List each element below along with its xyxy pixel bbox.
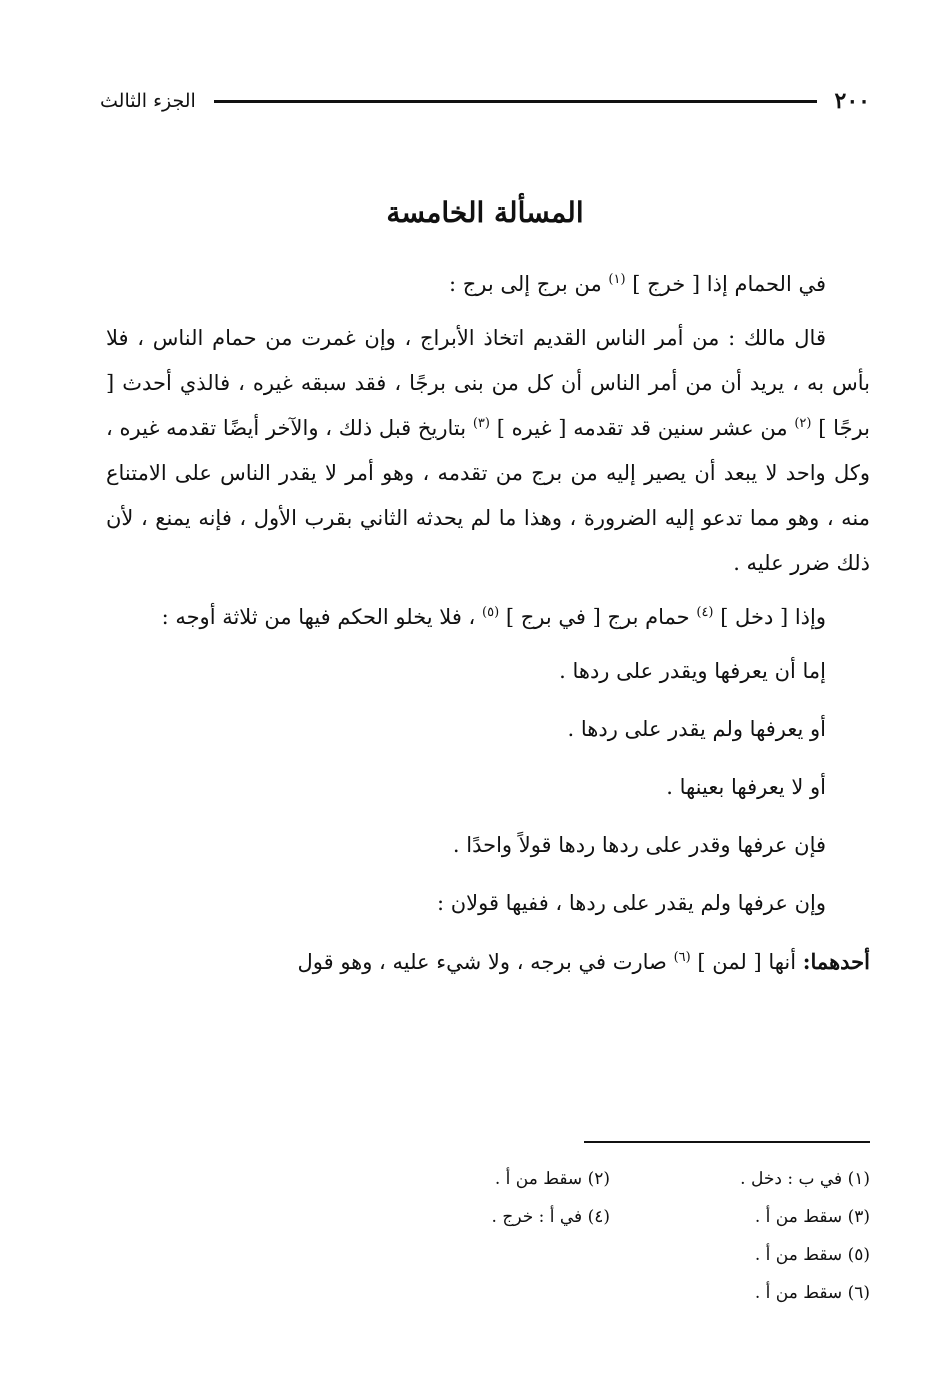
text-run: وإذا [ دخل ] [720,605,826,629]
text-run: بتاريخ قبل ذلك ، والآخر أيضًا تقدمه غيره ، وكل واحد لا يبعد أن يصير إليه من برج من تقدمه ، وهو أمر لا يقدر الناس على الامتناع منه ، وهو مما تدعو إليه الضرورة ، وهذا ما لم يحدثه الثاني بقرب الأول ، فإنه يمنع ، لأن ذلك ضرر عليه . [106,416,870,575]
case-line: إما أن يعرفها ويقدر على ردها . [559,659,826,683]
text-run: من برج إلى برج : [448,272,602,296]
footnote-row [350,1198,870,1236]
footnote-row [350,1160,870,1198]
footnote-ref: (٤) [696,605,714,620]
lead-word: أحدهما: [802,949,870,974]
footnote-ref: (١) [608,272,626,287]
case-line: فإن عرفها وقدر على ردها ردها قولاً واحدًا . [452,833,826,857]
footnotes [350,1160,870,1312]
chapter-title: المسألة الخامسة [386,196,584,229]
running-header [100,84,870,118]
footnote: (١) في ب : دخل . [740,1169,870,1189]
footnote: (٢) سقط من أ . [494,1169,610,1189]
footnote-ref: (٣) [472,416,490,431]
footnote-ref: (٥) [482,605,500,620]
text-run: أنها [ لمن ] [697,950,797,974]
text-run: من عشر سنين قد تقدمه [ غيره ] [496,416,788,440]
header-rule [214,100,817,103]
paragraph-first-opinion [106,939,870,985]
part-title: الجزء الثالث [100,90,196,112]
footnote-ref: (٢) [794,416,812,431]
text-run: حمام برج [ في برج ] [505,605,690,629]
case-line: وإن عرفها ولم يقدر على ردها ، ففيها قولان : [436,891,826,915]
footnote-rule [584,1141,870,1143]
case-line: أو يعرفها ولم يقدر على ردها . [567,717,826,741]
footnote-row [350,1236,870,1274]
text-run: في الحمام إذا [ خرج ] [632,272,826,296]
text-run: قال مالك : من أمر الناس القديم اتخاذ الأبراج ، وإن غمرت من حمام الناس ، فلا بأس به ، يريد أن من أمر الناس أن كل من بنى برجًا ، فقد سبقه غيره ، فالذي أحدث [ برجًا ] [106,326,870,440]
paragraph-intro [106,262,870,307]
text-run: ، فلا يخلو الحكم فيها من ثلاثة أوجه : [161,605,476,629]
footnote: (٥) سقط من أ . [754,1245,870,1265]
footnote-row [350,1274,870,1312]
paragraph-three-cases [106,595,870,640]
footnote: (٣) سقط من أ . [754,1207,870,1227]
paragraph-malik [106,316,870,586]
footnote: (٦) سقط من أ . [754,1283,870,1303]
case-line: أو لا يعرفها بعينها . [666,775,826,799]
body-text [106,262,870,994]
page-number: ٢٠٠ [834,88,870,114]
footnote: (٤) في أ : خرج . [491,1207,610,1227]
text-run: صارت في برجه ، ولا شيء عليه ، وهو قول [297,950,667,974]
footnote-ref: (٦) [673,950,691,965]
